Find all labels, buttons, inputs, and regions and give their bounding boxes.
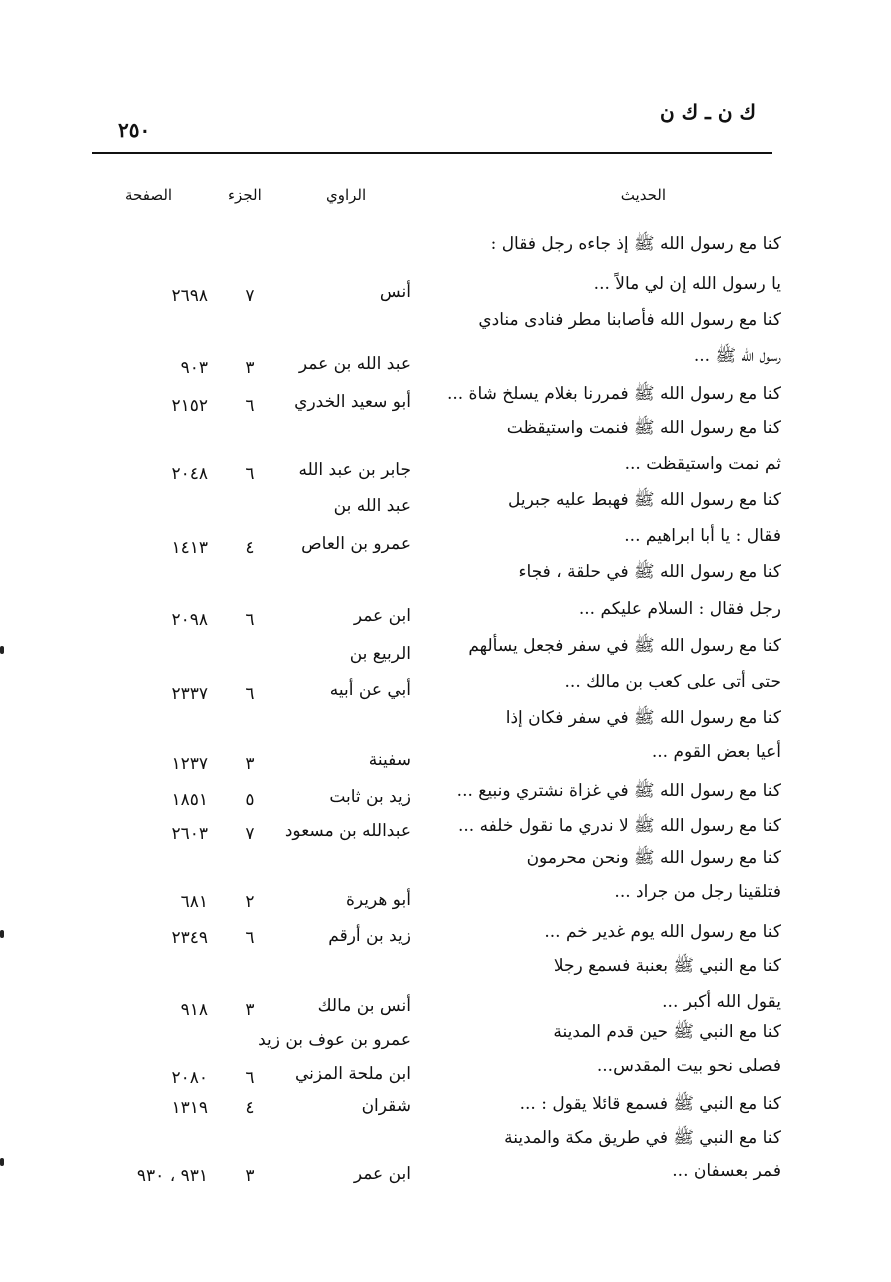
hadith-line: رجل فقال : السلام عليكم ... [578, 599, 781, 619]
narrator-cell: أبو سعيد الخدري [294, 392, 411, 412]
volume-cell: ٦ [245, 464, 255, 484]
page-number: ٢٥٠ [118, 118, 151, 142]
volume-cell: ٣ [245, 754, 255, 774]
scan-mark [0, 930, 4, 938]
narrator-cell: عبد الله بن [333, 496, 411, 516]
page-cell: ١٣١٩ [171, 1098, 208, 1118]
page-cell: ٢٠٤٨ [171, 464, 208, 484]
volume-cell: ٤ [245, 538, 255, 558]
page-cell: ٩٠٣ [180, 358, 208, 378]
column-header-narrator: الراوي [326, 186, 367, 204]
hadith-line: أعيا بعض القوم ... [651, 742, 781, 762]
page-cell: ١٤١٣ [171, 538, 208, 558]
volume-cell: ٢ [245, 892, 255, 912]
volume-cell: ٣ [245, 1166, 255, 1186]
hadith-line: كنا مع رسول الله ﷺ لا ندري ما نقول خلفه ... [457, 816, 781, 836]
volume-cell: ٣ [245, 1000, 255, 1020]
hadith-line: كنا مع رسول الله ﷺ فمررنا بغلام يسلخ شاة ... [446, 384, 781, 404]
volume-cell: ٧ [245, 824, 255, 844]
page-cell: ٢٦٩٨ [171, 286, 208, 306]
volume-cell: ٣ [245, 358, 255, 378]
narrator-cell: زيد بن أرقم [328, 926, 411, 946]
hadith-line: يا رسول الله إن لي مالاً ... [593, 274, 781, 294]
hadith-line: رسول الله ﷺ ... [693, 346, 781, 366]
page-cell: ٢٦٠٣ [171, 824, 208, 844]
volume-cell: ٦ [245, 684, 255, 704]
hadith-line: كنا مع رسول الله فأصابنا مطر فنادى منادي [478, 310, 781, 330]
page-cell: ٢٠٩٨ [171, 610, 208, 630]
hadith-line: كنا مع رسول الله ﷺ في حلقة ، فجاء [518, 562, 781, 582]
narrator-cell: ابن عمر [353, 606, 411, 626]
hadith-line: كنا مع النبي ﷺ في طريق مكة والمدينة [504, 1128, 781, 1148]
hadith-line: كنا مع رسول الله ﷺ في غزاة نشتري ونبيع ... [456, 781, 781, 801]
volume-cell: ٤ [245, 1098, 255, 1118]
column-header-page: الصفحة [125, 186, 173, 204]
column-header-volume: الجزء [228, 186, 262, 204]
narrator-cell: عبدالله بن مسعود [284, 821, 411, 841]
column-header-hadith: الحديث [620, 186, 666, 204]
narrator-cell: ابن ملحة المزني [294, 1064, 411, 1084]
header-rule [92, 152, 772, 154]
narrator-cell: جابر بن عبد الله [298, 460, 411, 480]
narrator-cell: عمرو بن عوف بن زيد [258, 1030, 411, 1050]
page-cell: ٩١٨ [180, 1000, 208, 1020]
volume-cell: ٦ [245, 396, 255, 416]
narrator-cell: أبي عن أبيه [329, 680, 411, 700]
narrator-cell: شقران [361, 1096, 411, 1116]
hadith-line: كنا مع رسول الله يوم غدير خم ... [544, 922, 781, 942]
volume-cell: ٦ [245, 928, 255, 948]
hadith-line: فمر بعسفان ... [672, 1161, 781, 1181]
page-cell: ٢١٥٢ [171, 396, 208, 416]
narrator-cell: عمرو بن العاص [301, 534, 411, 554]
narrator-cell: أبو هريرة [345, 890, 411, 910]
hadith-line: فقال : يا أبا ابراهيم ... [624, 526, 781, 546]
running-head: ك ن ـ ك ن [659, 100, 756, 124]
hadith-line: فتلقينا رجل من جراد ... [614, 882, 781, 902]
narrator-cell: عبد الله بن عمر [298, 354, 411, 374]
narrator-cell: أنس بن مالك [317, 996, 411, 1016]
narrator-cell: أنس [379, 282, 411, 302]
narrator-cell: زيد بن ثابت [329, 787, 411, 807]
hadith-line: فصلى نحو بيت المقدس... [596, 1056, 781, 1076]
page-cell: ٢٠٨٠ [171, 1068, 208, 1088]
page-cell: ٢٣٣٧ [171, 684, 208, 704]
hadith-line: كنا مع رسول الله ﷺ ونحن محرمون [526, 848, 781, 868]
page-cell: ١٢٣٧ [171, 754, 208, 774]
hadith-line: كنا مع النبي ﷺ بعنبة فسمع رجلا [553, 956, 781, 976]
hadith-line: كنا مع النبي ﷺ فسمع قائلا يقول : ... [519, 1094, 781, 1114]
volume-cell: ٧ [245, 286, 255, 306]
hadith-line: ثم نمت واستيقظت ... [624, 454, 781, 474]
scan-mark [0, 646, 4, 654]
hadith-line: كنا مع النبي ﷺ حين قدم المدينة [553, 1022, 781, 1042]
volume-cell: ٦ [245, 610, 255, 630]
hadith-line: يقول الله أكبر ... [662, 992, 781, 1012]
hadith-line: كنا مع رسول الله ﷺ فهبط عليه جبريل [507, 490, 781, 510]
narrator-cell: ابن عمر [353, 1164, 411, 1184]
page-cell: ١٨٥١ [171, 790, 208, 810]
scan-mark [0, 1158, 4, 1166]
hadith-line: كنا مع رسول الله ﷺ فنمت واستيقظت [506, 418, 781, 438]
hadith-line: كنا مع رسول الله ﷺ في سفر فكان إذا [505, 708, 781, 728]
page-cell: ٢٣٤٩ [171, 928, 208, 948]
hadith-line: كنا مع رسول الله ﷺ إذ جاءه رجل فقال : [490, 234, 781, 254]
page-cell: ٦٨١ [180, 892, 208, 912]
narrator-cell: الربيع بن [349, 644, 411, 664]
narrator-cell: سفينة [368, 750, 411, 770]
page-cell: ٩٣١ ، ٩٣٠ [136, 1166, 208, 1186]
hadith-line: حتى أتى على كعب بن مالك ... [564, 672, 781, 692]
volume-cell: ٥ [245, 790, 255, 810]
hadith-line: كنا مع رسول الله ﷺ في سفر فجعل يسألهم [468, 636, 781, 656]
volume-cell: ٦ [245, 1068, 255, 1088]
